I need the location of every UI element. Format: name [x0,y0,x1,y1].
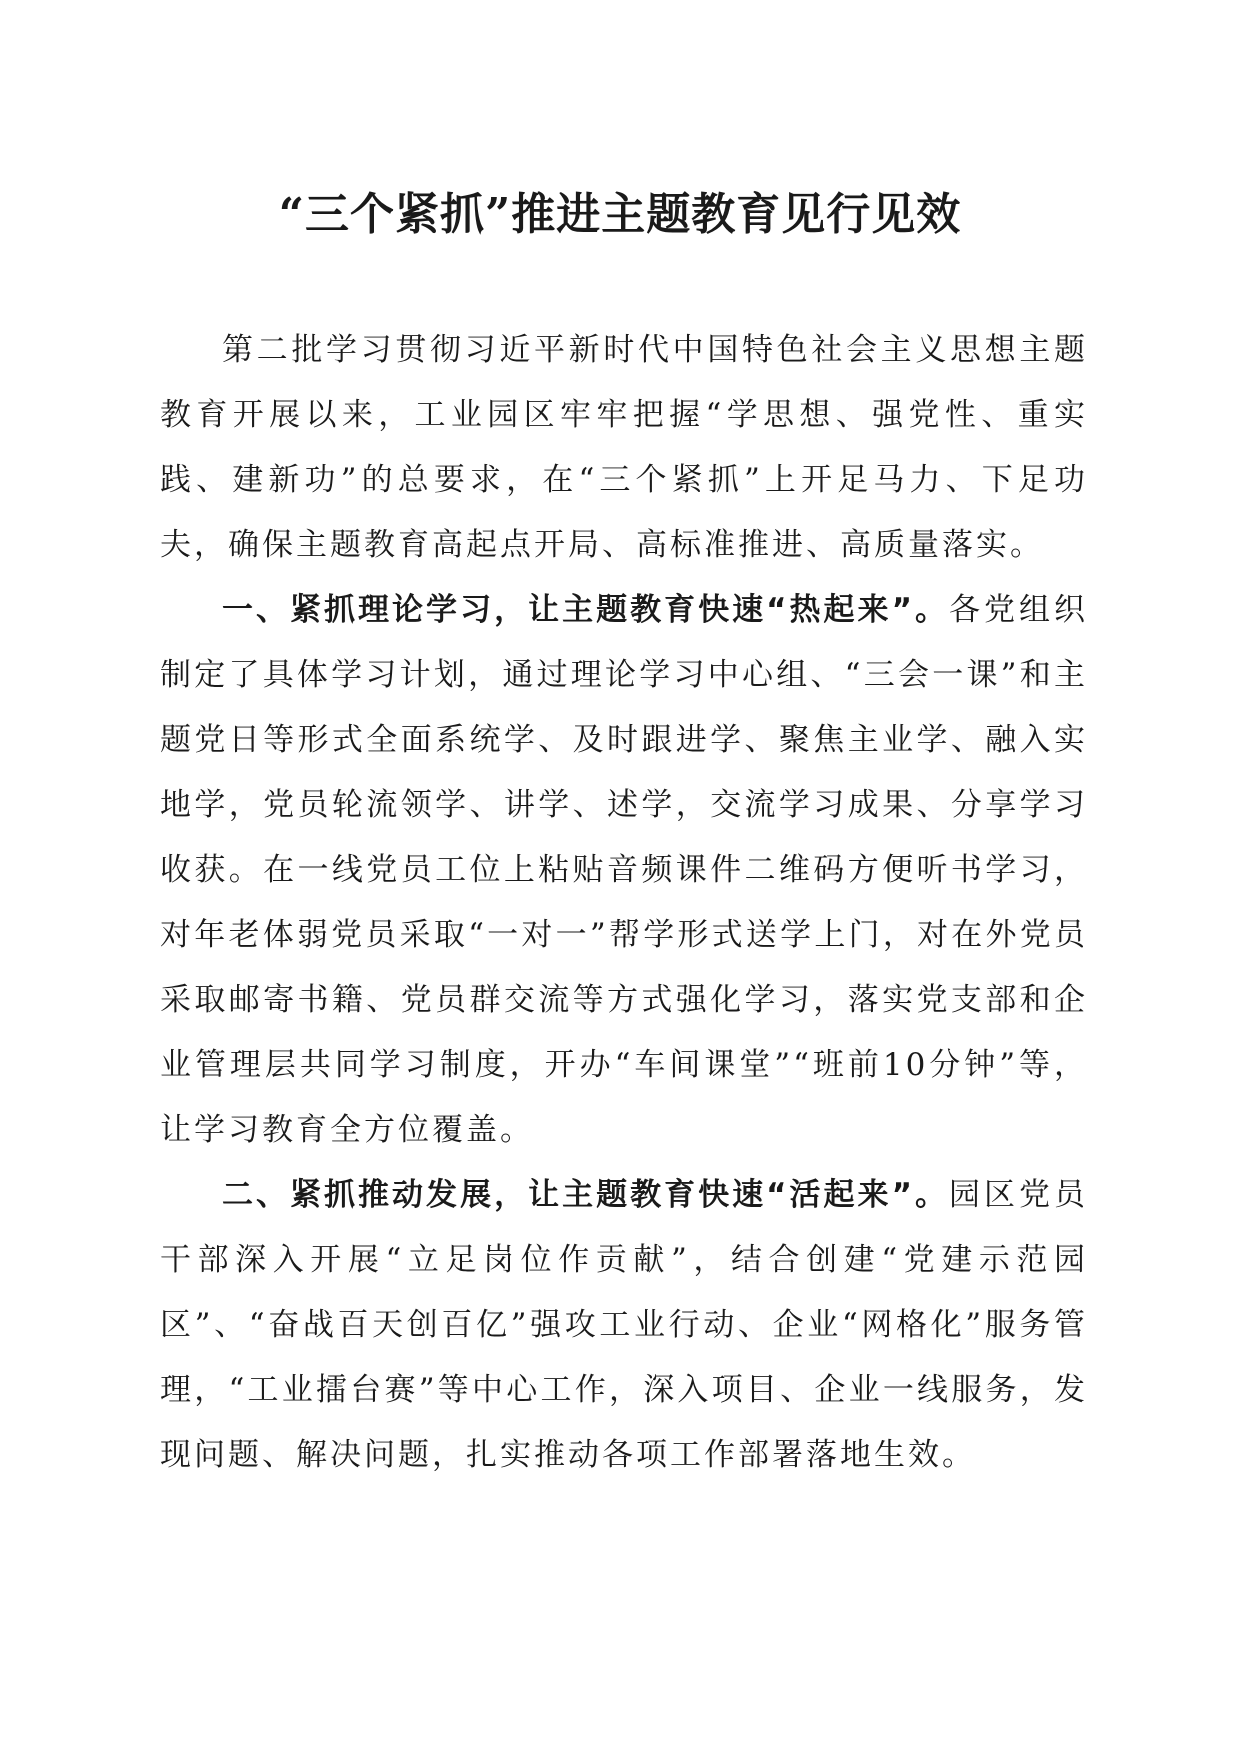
document-title: “三个紧抓”推进主题教育见行见效 [278,189,962,240]
section-text-2: 园区党员干部深入开展“立足岗位作贡献”，结合创建“党建示范园区”、“奋战百天创百亿”强攻工业行动、企业“网格化”服务管理，“工业擂台赛”等中心工作，深入项目、企业一线服务，发现问题、解决问题，扎实推动各项工作部署落地生效。 [160,1177,1088,1473]
document-body [160,318,1088,1488]
section-paragraph-2 [160,1163,1088,1488]
section-heading-1: 一、紧抓理论学习，让主题教育快速“热起来”。 [222,592,949,628]
section-heading-2: 二、紧抓推动发展，让主题教育快速“活起来”。 [222,1177,949,1213]
intro-paragraph: 第二批学习贯彻习近平新时代中国特色社会主义思想主题教育开展以来，工业园区牢牢把握“学思想、强党性、重实践、建新功”的总要求，在“三个紧抓”上开足马力、下足功夫，确保主题教育高起点开局、高标准推进、高质量落实。 [160,332,1088,563]
section-paragraph-1 [160,578,1088,1163]
section-text-1: 各党组织制定了具体学习计划，通过理论学习中心组、“三会一课”和主题党日等形式全面系统学、及时跟进学、聚焦主业学、融入实地学，党员轮流领学、讲学、述学，交流学习成果、分享学习收获。在一线党员工位上粘贴音频课件二维码方便听书学习，对年老体弱党员采取“一对一”帮学形式送学上门，对在外党员采取邮寄书籍、党员群交流等方式强化学习，落实党支部和企业管理层共同学习制度，开办“车间课堂”“班前10分钟”等，让学习教育全方位覆盖。 [160,592,1088,1148]
